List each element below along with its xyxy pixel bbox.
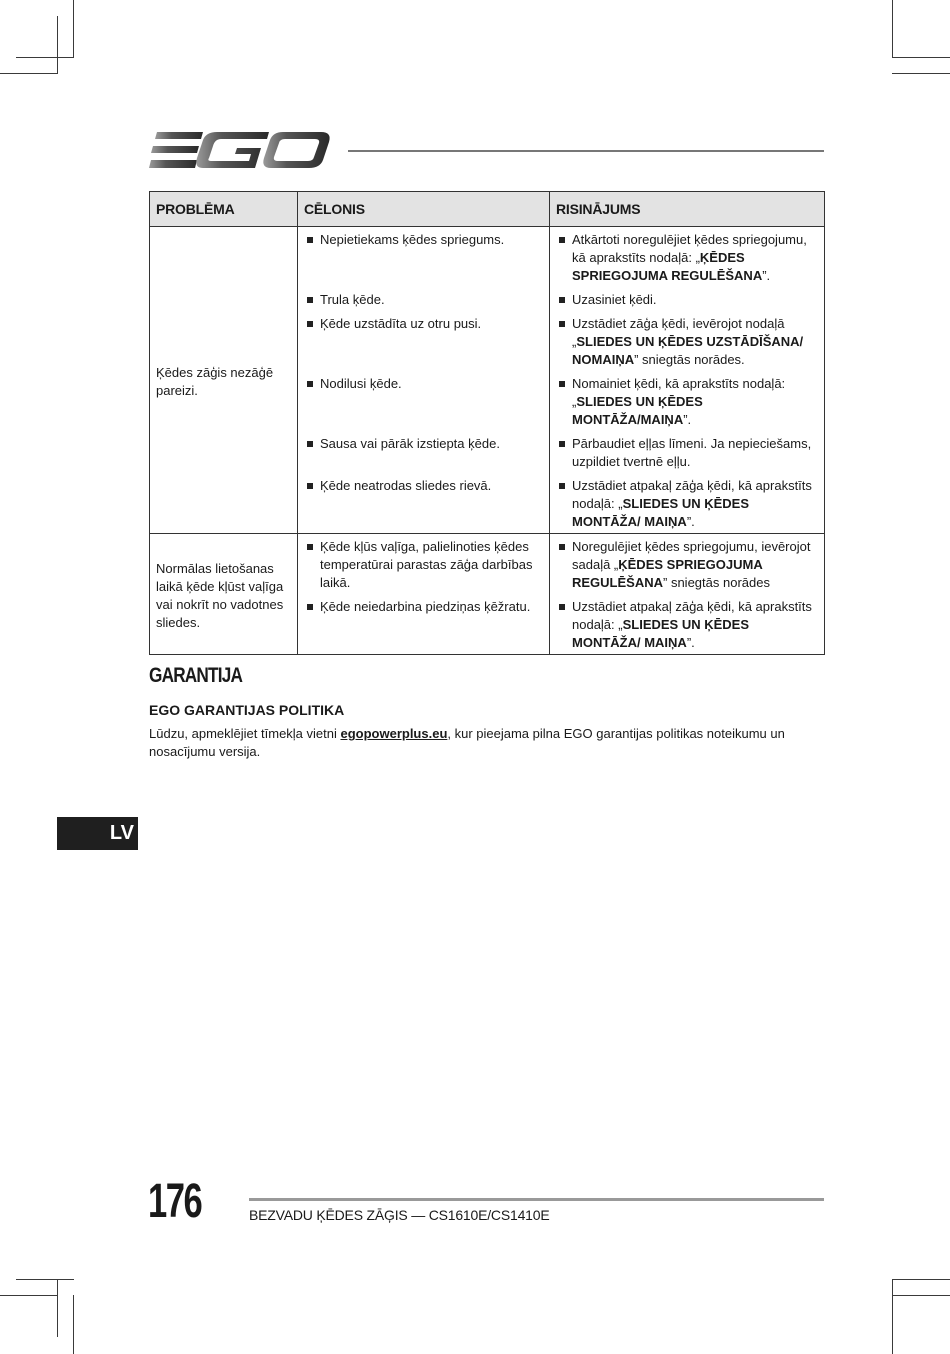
table-row — [150, 534, 825, 599]
solution-text: Uzstādiet atpakaļ zāģa ķēdi, kā aprakstīts nodaļā: „SLIEDES UN ĶĒDES MONTĀŽA/ MAIŅA”. — [556, 477, 818, 531]
troubleshooting-table — [149, 191, 825, 655]
solution-text: Nomainiet ķēdi, kā aprakstīts nodaļā: „SLIEDES UN ĶĒDES MONTĀŽA/MAIŅA”. — [556, 375, 818, 429]
solution-text: Pārbaudiet eļļas līmeni. Ja nepieciešams, uzpildiet tvertnē eļļu. — [556, 435, 818, 471]
crop-mark — [892, 0, 893, 58]
language-tab: LV — [57, 817, 138, 850]
table-row — [150, 227, 825, 292]
crop-mark — [16, 57, 74, 58]
crop-mark — [892, 1295, 950, 1296]
subsection-title: EGO GARANTIJAS POLITIKA — [149, 702, 345, 718]
footer-rule — [249, 1198, 824, 1201]
crop-mark — [73, 0, 74, 58]
header-rule — [348, 150, 824, 152]
crop-mark — [892, 1279, 950, 1280]
ego-logo-icon — [149, 128, 332, 172]
solution-cell — [550, 534, 825, 599]
cause-cell — [298, 435, 550, 477]
solution-text: Uzasiniet ķēdi. — [556, 291, 818, 309]
solution-text: Uzstādiet zāģa ķēdi, ievērojot nodaļā „SLIEDES UN ĶĒDES UZSTĀDĪŠANA/ NOMAIŅA” sniegtās norādes. — [556, 315, 818, 369]
crop-mark — [57, 16, 58, 74]
cause-cell — [298, 227, 550, 292]
crop-mark — [892, 57, 950, 58]
section-title: GARANTIJA — [149, 664, 243, 687]
solution-cell — [550, 315, 825, 375]
crop-mark — [0, 1295, 58, 1296]
solution-text: Uzstādiet atpakaļ zāģa ķēdi, kā aprakstīts nodaļā: „SLIEDES UN ĶĒDES MONTĀŽA/ MAIŅA”. — [556, 598, 818, 652]
footer-title: BEZVADU ĶĒDES ZĀĢIS — CS1610E/CS1410E — [249, 1207, 550, 1223]
column-header-solution: RISINĀJUMS — [550, 192, 825, 227]
cause-text: Nodilusi ķēde. — [304, 375, 543, 393]
crop-mark — [892, 1279, 893, 1354]
column-header-cause: CĒLONIS — [298, 192, 550, 227]
cause-text: Ķēde neiedarbina piedziņas ķēžratu. — [304, 598, 543, 616]
policy-paragraph: Lūdzu, apmeklējiet tīmekļa vietni egopowerplus.eu, kur pieejama pilna EGO garantijas politikas noteikumu un nosacījumu versija. — [149, 726, 785, 759]
solution-cell — [550, 227, 825, 292]
problem-cell: Normālas lietošanas laikā ķēde kļūst vaļīga vai nokrīt no vadotnes sliedes. — [150, 534, 298, 655]
solution-text: Atkārtoti noregulējiet ķēdes spriegojumu, kā aprakstīts nodaļā: „ĶĒDES SPRIEGOJUMA REGULĒŠANA”. — [556, 231, 818, 285]
cause-cell — [298, 477, 550, 534]
solution-cell — [550, 598, 825, 655]
crop-mark — [73, 1295, 74, 1354]
column-header-problem: PROBLĒMA — [150, 192, 298, 227]
crop-mark — [57, 1279, 58, 1337]
table-header-row — [150, 192, 825, 227]
cause-text: Nepietiekams ķēdes spriegums. — [304, 231, 543, 249]
cause-text: Sausa vai pārāk izstiepta ķēde. — [304, 435, 543, 453]
solution-cell — [550, 375, 825, 435]
cause-cell — [298, 315, 550, 375]
cause-text: Ķēde kļūs vaļīga, palielinoties ķēdes temperatūrai parastas zāģa darbības laikā. — [304, 538, 543, 592]
cause-cell — [298, 598, 550, 655]
problem-cell: Ķēdes zāģis nezāģē pareizi. — [150, 227, 298, 534]
page-number: 176 — [148, 1175, 202, 1228]
cause-cell — [298, 534, 550, 599]
crop-mark — [892, 73, 950, 74]
crop-mark — [0, 73, 58, 74]
solution-cell — [550, 291, 825, 315]
solution-cell — [550, 477, 825, 534]
solution-cell — [550, 435, 825, 477]
solution-text: Noregulējiet ķēdes spriegojumu, ievērojot sadaļā „ĶĒDES SPRIEGOJUMA REGULĒŠANA” sniegtās norādes — [556, 538, 818, 592]
cause-text: Ķēde uzstādīta uz otru pusi. — [304, 315, 543, 333]
cause-text: Trula ķēde. — [304, 291, 543, 309]
cause-cell — [298, 375, 550, 435]
crop-mark — [16, 1279, 74, 1280]
warranty-link[interactable]: egopowerplus.eu — [340, 726, 448, 741]
cause-text: Ķēde neatrodas sliedes rievā. — [304, 477, 543, 495]
cause-cell — [298, 291, 550, 315]
